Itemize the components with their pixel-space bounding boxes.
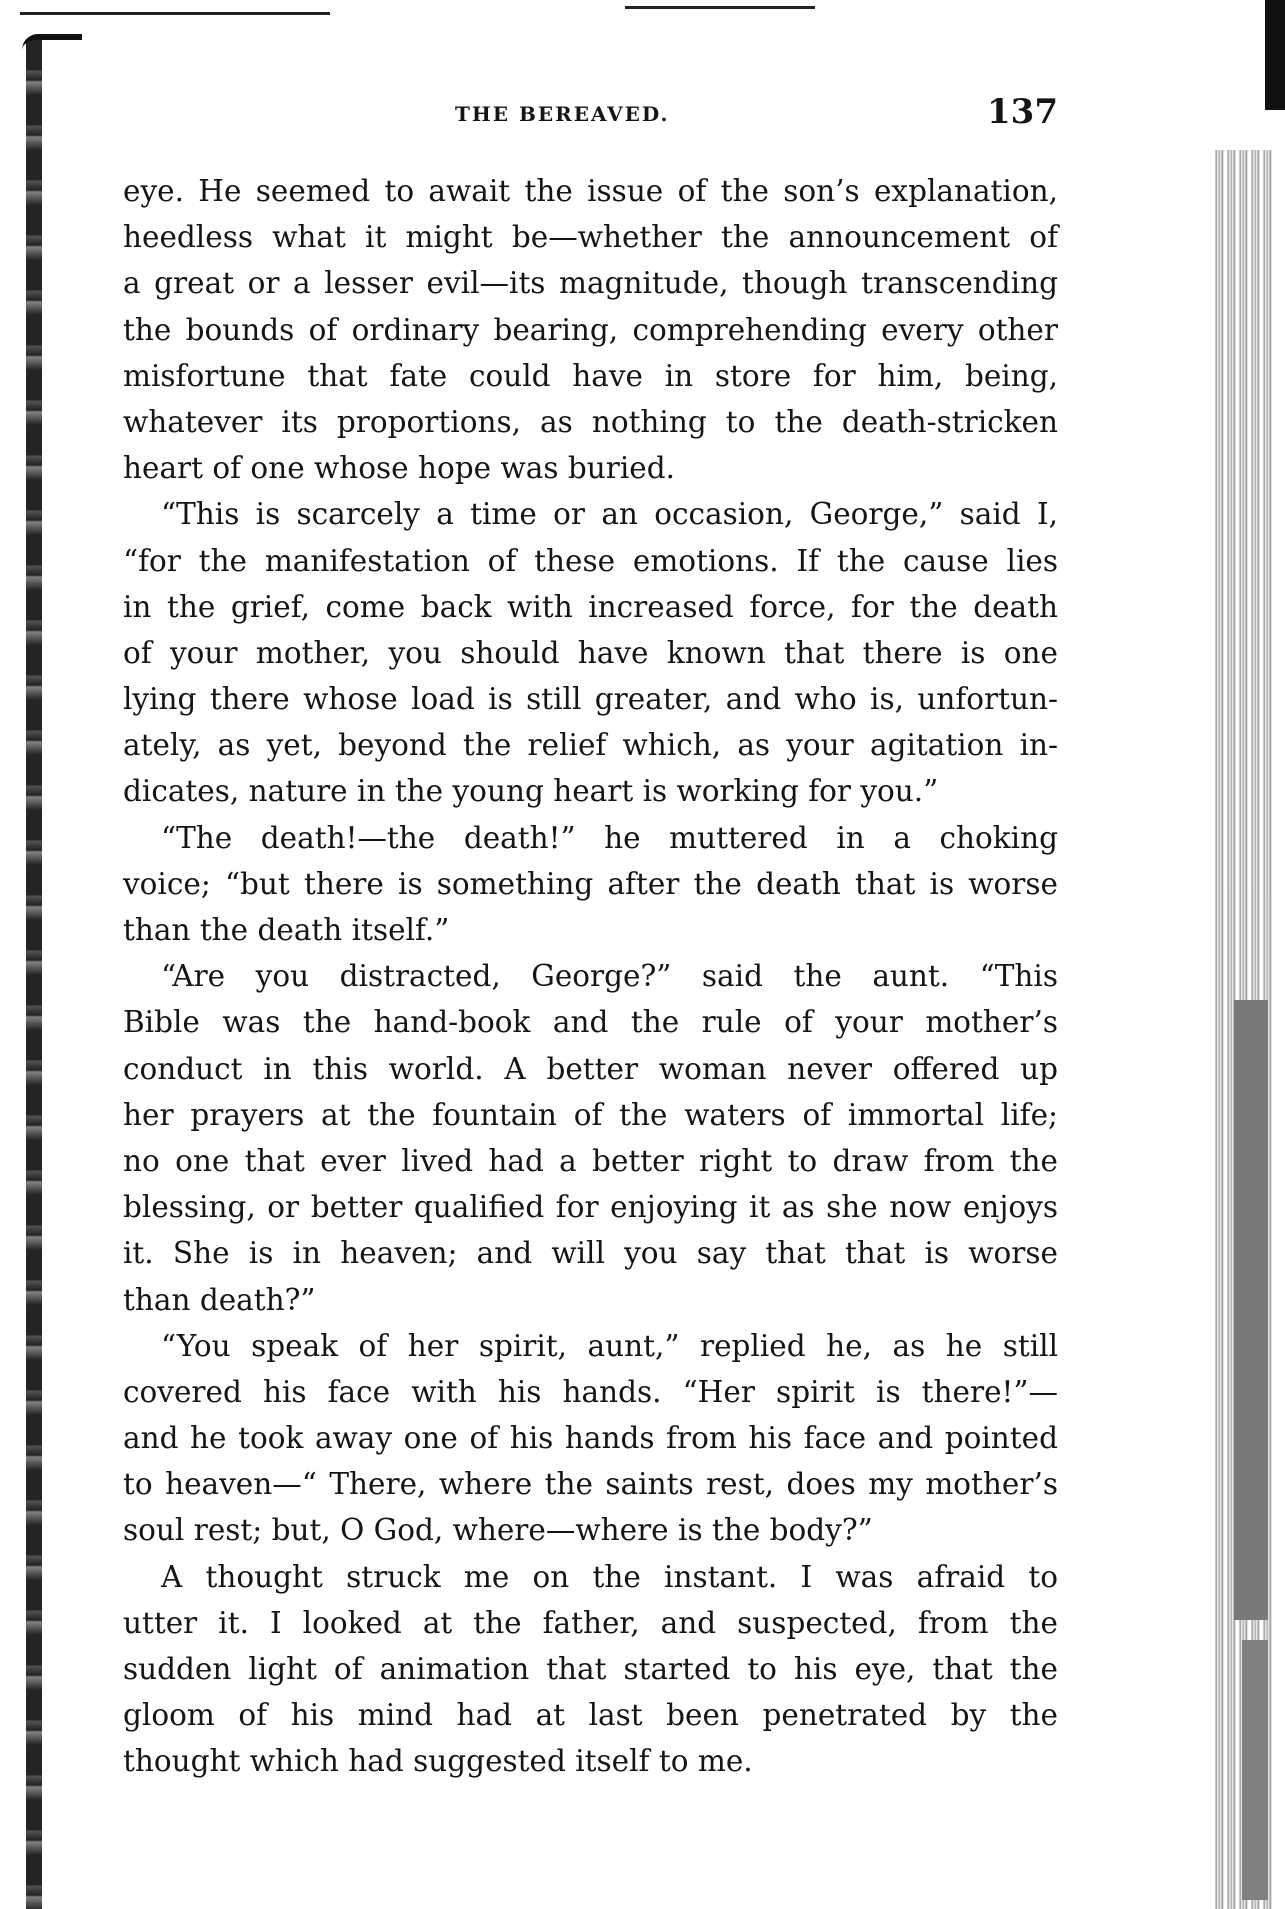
text-line: in the grief, come back with increased force, for the death: [123, 589, 1058, 624]
page-number: 137: [987, 92, 1058, 132]
text-line: heedless what it might be—whether the announcement of: [123, 220, 1058, 255]
text-line: “Are you distracted, George?” said the aunt. “This: [161, 959, 1058, 994]
text-line: blessing, or better qualified for enjoying it as she now enjoys: [123, 1190, 1058, 1225]
scan-top-rule-left: [20, 12, 330, 15]
scan-page-edge-strip: [1212, 150, 1272, 1909]
text-line: it. She is in heaven; and will you say that that is worse: [123, 1236, 1058, 1271]
text-line: soul rest; but, O God, where—where is the body?”: [123, 1513, 873, 1548]
text-line: “This is scarcely a time or an occasion, George,” said I,: [161, 497, 1058, 532]
text-line: gloom of his mind had at last been penetrated by the: [123, 1698, 1058, 1733]
text-line: A thought struck me on the instant. I was afraid to: [161, 1559, 1058, 1594]
scan-right-corner: [1265, 0, 1285, 110]
text-line: voice; “but there is something after the death that is worse: [123, 866, 1058, 901]
text-line: than death?”: [123, 1282, 316, 1317]
scan-binding-edge: [26, 40, 44, 1909]
scan-top-rule-right: [625, 6, 815, 9]
running-title: THE BEREAVED.: [455, 102, 670, 126]
text-line: of your mother, you should have known that there is one: [123, 635, 1058, 670]
text-line: her prayers at the fountain of the waters of immortal life;: [123, 1097, 1058, 1132]
text-line: than the death itself.”: [123, 913, 450, 947]
text-line: Bible was the hand-book and the rule of your mother’s: [123, 1005, 1058, 1040]
text-line: whatever its proportions, as nothing to the death-stricken: [123, 404, 1058, 439]
text-line: dicates, nature in the young heart is working for you.”: [123, 774, 939, 809]
text-line: to heaven—“ There, where the saints rest, does my mother’s: [123, 1467, 1058, 1502]
text-line: the bounds of ordinary bearing, comprehending every other: [123, 312, 1058, 347]
text-line: eye. He seemed to await the issue of the son’s explanation,: [123, 174, 1058, 208]
text-line: misfortune that fate could have in store for him, being,: [123, 358, 1058, 393]
text-line: a great or a lesser evil—its magnitude, though transcending: [123, 266, 1058, 301]
running-header: [123, 92, 1058, 140]
text-line: lying there whose load is still greater, and who is, unfortun-: [123, 682, 1058, 717]
text-line: “You speak of her spirit, aunt,” replied he, as he still: [161, 1328, 1058, 1363]
text-line: “The death!—the death!” he muttered in a choking: [161, 820, 1058, 855]
text-line: covered his face with his hands. “Her spirit is there!”—: [123, 1374, 1058, 1409]
text-line: sudden light of animation that started to his eye, that the: [123, 1652, 1058, 1686]
text-line: ately, as yet, beyond the relief which, as your agitation in-: [123, 728, 1058, 763]
text-line: utter it. I looked at the father, and suspected, from the: [123, 1605, 1058, 1640]
text-line: conduct in this world. A better woman never offered up: [123, 1051, 1058, 1086]
text-line: heart of one whose hope was buried.: [123, 451, 675, 486]
text-line: “for the manifestation of these emotions. If the cause lies: [123, 543, 1058, 578]
text-line: no one that ever lived had a better right to draw from the: [123, 1143, 1058, 1178]
text-line: and he took away one of his hands from his face and pointed: [123, 1421, 1058, 1456]
body-text: [123, 168, 1058, 1785]
text-line: thought which had suggested itself to me.: [123, 1744, 753, 1779]
